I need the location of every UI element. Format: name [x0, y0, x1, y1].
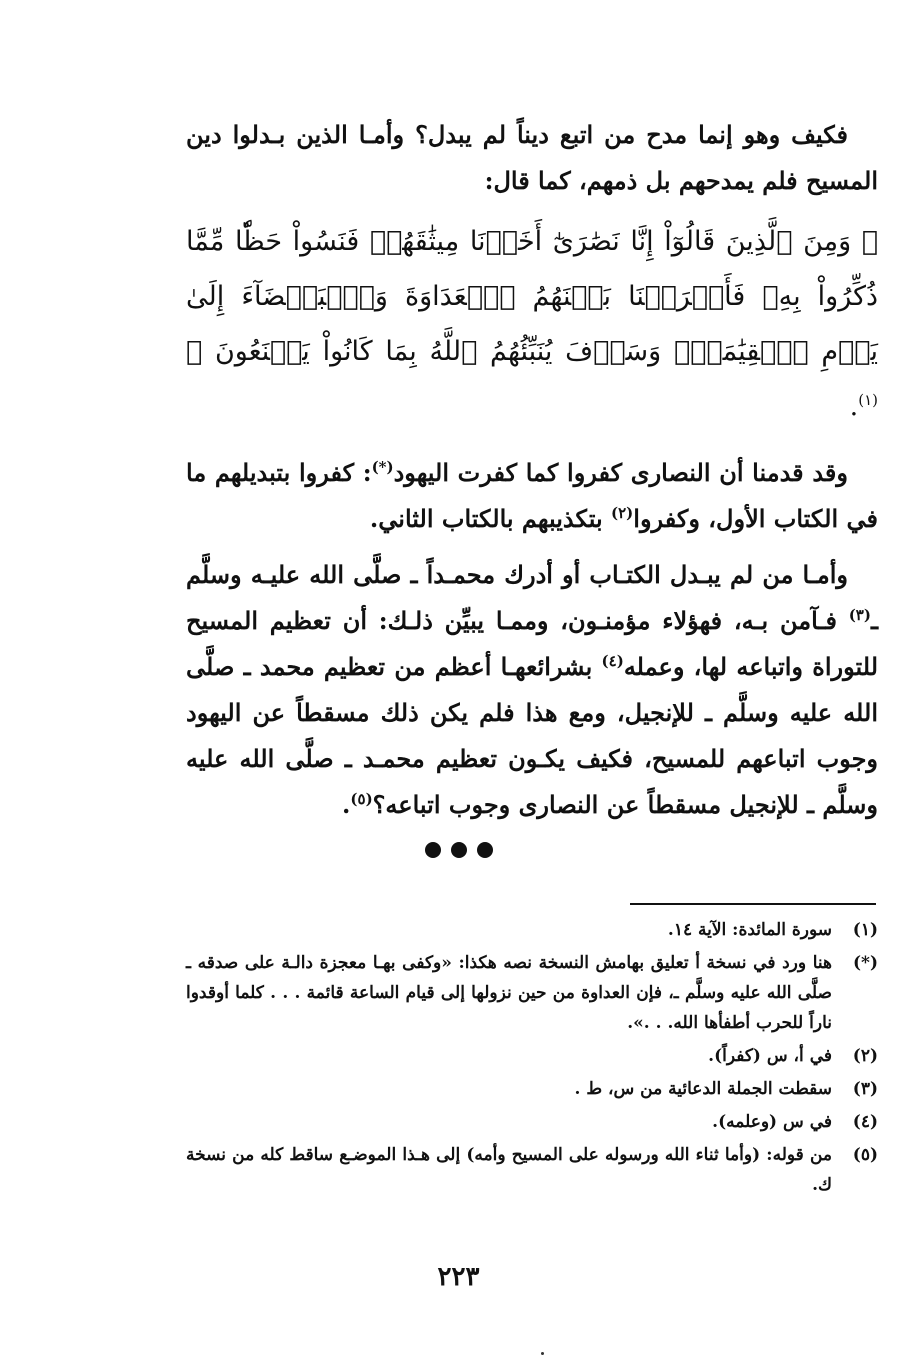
divider-dot: [451, 842, 467, 858]
quran-verse-text: وَمِنَ ٱلَّذِينَ قَالُوٓاْ إِنَّا نَصَٰرَىٰٓ أَخَذۡنَا مِيثَٰقَهُمۡ فَنَسُواْ حَظّٗا مِّمَّا ذُكِّرُواْ بِهِۦ فَأَغۡرَيۡنَا بَيۡنَهُمُ ٱلۡعَدَاوَةَ وَٱلۡبَغۡضَآءَ إِلَىٰ يَوۡمِ ٱلۡقِيَٰمَةِۚ وَسَوۡفَ يُنَبِّئُهُمُ ٱللَّهُ بِمَا كَانُواْ يَصۡنَعُونَ: [186, 226, 878, 367]
paragraph-christians-text-b: : كفروا بتبديلهم ما في الكتاب الأول، وكفروا: [186, 458, 878, 533]
scan-speck: [541, 1352, 544, 1355]
footnotes: [186, 915, 878, 1203]
footnote-item: [186, 1074, 878, 1104]
paragraph-christians-text-a: وقد قدمنا أن النصارى كفروا كما كفرت اليهود: [393, 458, 848, 487]
footnote-number: (١): [852, 920, 878, 940]
footnote-number: (٤): [852, 1112, 878, 1132]
footnote-ref: (٥): [350, 790, 373, 808]
footnote-item: [186, 915, 878, 945]
paragraph-believers: [186, 552, 878, 828]
page-number: ٢٢٣: [437, 1262, 480, 1292]
footnote-number: (٣): [852, 1079, 878, 1099]
quran-open-bracket: ﴿: [861, 226, 878, 257]
footnote-number: (*): [853, 953, 878, 973]
footnote-item: [186, 1140, 878, 1200]
footnote-text: في أ، س (كفراً).: [708, 1046, 832, 1066]
footnote-item: [186, 1107, 878, 1137]
footnote-text: سقطت الجملة الدعائية من س، ط .: [574, 1079, 832, 1099]
paragraph-believers-text-b: فـآمن بـه، فهؤلاء مؤمنـون، وممـا يبيِّن ذلـك: أن تعظيم المسيح للتوراة واتباعه لها، وعمله: [186, 606, 879, 681]
footnote-item: [186, 948, 878, 1038]
footnote-text: سورة المائدة: الآية ١٤.: [667, 920, 832, 940]
footnote-number: (٥): [852, 1145, 878, 1165]
main-text: [186, 112, 878, 828]
paragraph-believers-text-a: وأمـا من لم يبـدل الكتـاب أو أدرك محمـداً ـ صلَّى الله عليـه وسلَّم ـ: [186, 560, 878, 635]
footnote-number: (٢): [852, 1046, 878, 1066]
divider-dot: [425, 842, 441, 858]
paragraph-intro-text: فكيف وهو إنما مدح من اتبع ديناً لم يبدل؟ وأمـا الذين بـدلوا دين المسيح فلم يمدحهم بل ذمهم، كما قال:: [186, 120, 878, 195]
footnote-text: في س (وعلمه).: [712, 1112, 832, 1132]
footnote-ref: (٢): [611, 504, 634, 522]
divider-dot: [477, 842, 493, 858]
footnote-text: من قوله: (وأما ثناء الله ورسوله على المسيح وأمه) إلى هـذا الموضـع ساقط كله من نسخة ك.: [186, 1145, 832, 1195]
footnote-ref: (١): [858, 391, 878, 409]
quran-close-bracket: ﴾: [186, 336, 203, 367]
quran-verse: ﴿ وَمِنَ ٱلَّذِينَ قَالُوٓاْ إِنَّا نَصَٰرَىٰٓ أَخَذۡنَا مِيثَٰقَهُمۡ فَنَسُواْ حَظّٗا مِّمَّا ذُكِّرُواْ بِهِۦ فَأَغۡرَيۡنَا بَيۡنَهُمُ ٱلۡعَدَاوَةَ وَٱلۡبَغۡضَآءَ إِلَىٰ يَوۡمِ ٱلۡقِيَٰمَةِۚ وَسَوۡفَ يُنَبِّئُهُمُ ٱللَّهُ بِمَا كَانُواْ يَصۡنَعُونَ ﴾ $^{(١)}$.: [186, 226, 878, 422]
paragraph-believers-end: .: [342, 790, 351, 819]
footnote-ref: (٤): [601, 652, 624, 670]
footnote-rule: [630, 903, 876, 905]
paragraph-intro: [186, 112, 878, 204]
footnote-text: هنا ورد في نسخة أ تعليق بهامش النسخة نصه هكذا: «وكفى بهـا معجزة دالـة على صدقه ـ صلَّى الله عليه وسلَّم ـ، فإن العداوة من حين نزولها إلى قيام الساعة قائمة . . . كلما أوقدوا ناراً للحرب أطفأها الله. . .».: [186, 953, 832, 1033]
paragraph-christians: [186, 450, 878, 542]
paragraph-christians-text-c: بتكذيبهم بالكتاب الثاني.: [369, 504, 611, 533]
section-divider: [0, 842, 917, 862]
paragraph-believers-text-c: بشرائعهـا أعظم من تعظيم محمد ـ صلَّى الله عليه وسلَّم ـ للإنجيل، ومع هذا فلم يكن ذلك مسقطاً عن اليهود وجوب اتباعهم للمسيح، فكيف يكـون تعظيم محمـد ـ صلَّى الله عليه وسلَّم ـ للإنجيل مسقطاً عن النصارى وجوب اتباعه؟: [186, 652, 878, 819]
footnote-ref: (٣): [848, 606, 871, 624]
footnote-item: [186, 1041, 878, 1071]
footnote-ref: (*): [371, 458, 394, 476]
